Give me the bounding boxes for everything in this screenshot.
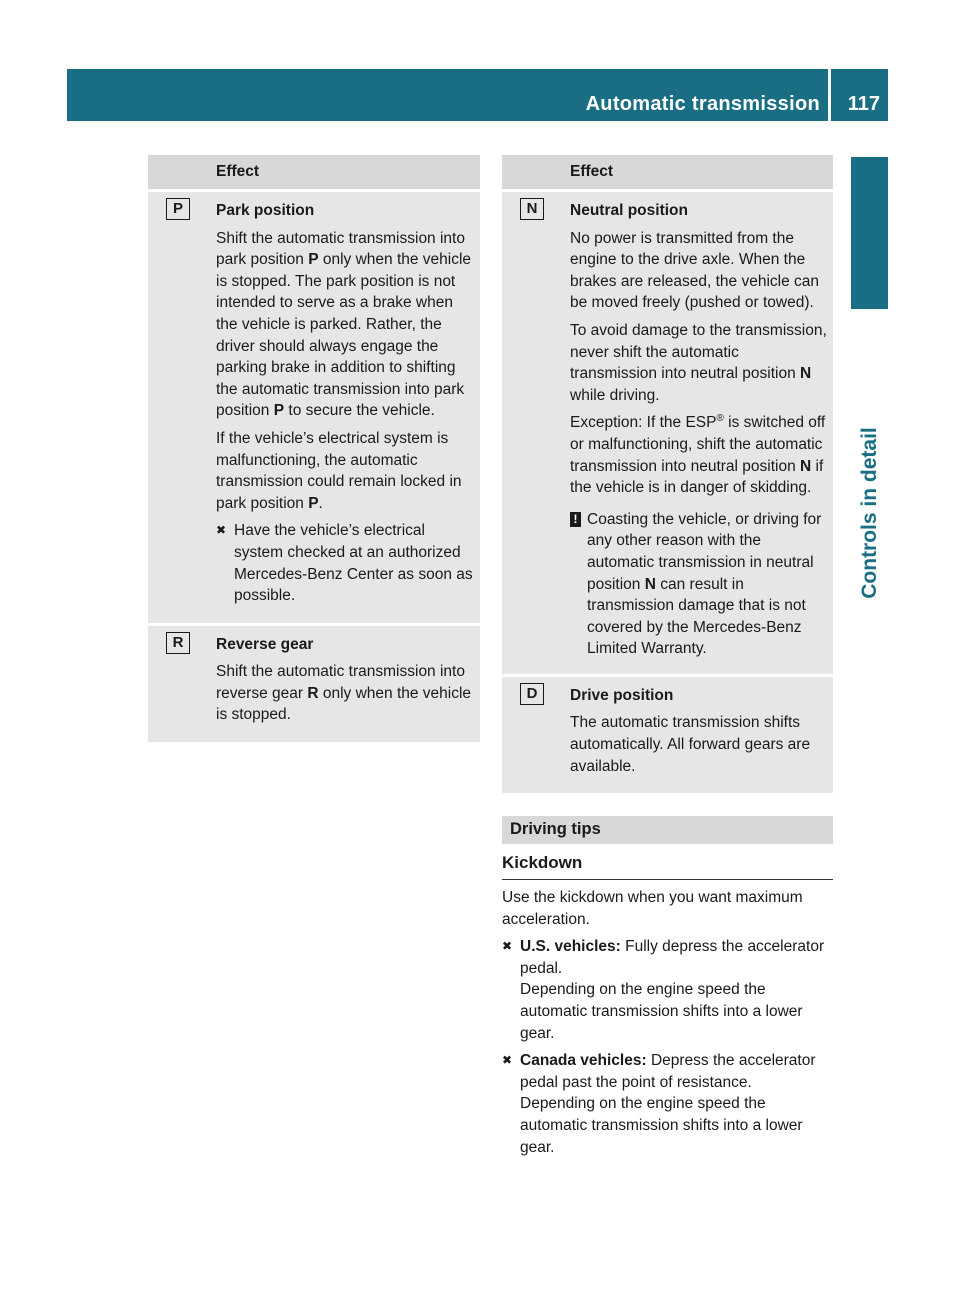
instruction-step: ✖ Canada vehicles: Depress the accelerator pedal past the point of resistance. Depending on the engine speed the automatic transmission shifts into a lower gear. [502, 1052, 816, 1156]
side-tab-label: Controls in detail [858, 426, 882, 599]
gear-p-icon: P [166, 198, 190, 220]
intro-paragraph: Use the kickdown when you want maximum acceleration. [502, 889, 803, 928]
section-title: Driving tips [510, 820, 601, 838]
arrow-right-icon: ✖ [216, 523, 227, 538]
subheading-kickdown: Kickdown [502, 852, 833, 880]
table-row [148, 191, 480, 625]
gear-table-left [148, 155, 480, 742]
paragraph: To avoid damage to the transmission, never shift the automatic transmission into neutral position N while driving. [570, 321, 827, 404]
table-row [502, 191, 833, 676]
row-title: Drive position [570, 686, 674, 704]
gear-n-icon: N [520, 198, 544, 220]
gear-d-icon: D [520, 683, 544, 705]
row-title: Reverse gear [216, 635, 314, 653]
paragraph: The automatic transmission shifts automatically. All forward gears are available. [570, 714, 811, 775]
exclamation-icon: ! [570, 512, 581, 527]
row-title: Neutral position [570, 202, 688, 219]
side-tab [848, 315, 892, 710]
instruction-step: ✖ U.S. vehicles: Fully depress the accelerator pedal. Depending on the engine speed the automatic transmission shifts into a lower gear. [502, 938, 825, 1042]
paragraph: If the vehicle’s electrical system is malfunctioning, the automatic transmission could remain locked in park position P. [216, 429, 462, 512]
gear-table-right [502, 155, 833, 793]
section-heading [502, 816, 833, 844]
symbol-column-header [502, 155, 562, 191]
paragraph: Exception: If the ESP® is switched off or malfunctioning, shift the automatic transmission into neutral position N if the vehicle is in danger of skidding. [570, 413, 826, 497]
arrow-right-icon: ✖ [502, 939, 513, 954]
symbol-column-header [148, 155, 208, 191]
page-number: 117 [847, 93, 880, 115]
paragraph: Shift the automatic transmission into park position P only when the vehicle is stopped. The park position is not intended to serve as a brake when the vehicle is parked. Rather, the driver should always engage the parking brake in addition to shifting the automatic transmission into park position P to secure the vehicle. [216, 229, 472, 420]
header-divider [828, 69, 831, 121]
chapter-title: Automatic transmission [585, 93, 820, 115]
table-row [148, 624, 480, 742]
gear-r-icon: R [166, 632, 190, 654]
page-header [67, 69, 888, 121]
instruction-step: ✖ Have the vehicle’s electrical system checked at an authorized Mercedes-Benz Center as soon as possible. [216, 522, 473, 605]
paragraph: No power is transmitted from the engine to the drive axle. When the brakes are released, the vehicle can be moved freely (pushed or towed). [570, 229, 820, 312]
row-title: Park position [216, 202, 315, 219]
side-tab-marker [851, 157, 888, 309]
effect-column-header: Effect [208, 155, 480, 191]
paragraph: Shift the automatic transmission into reverse gear R only when the vehicle is stopped. [216, 663, 472, 724]
effect-column-header: Effect [562, 155, 833, 191]
table-row [502, 675, 833, 793]
arrow-right-icon: ✖ [502, 1053, 513, 1068]
kickdown-body [502, 887, 836, 1164]
warning-note: ! Coasting the vehicle, or driving for any other reason with the automatic transmission in neutral position N can result in transmission damage that is not covered by the Mercedes-Benz Limited Warranty. [570, 509, 827, 660]
